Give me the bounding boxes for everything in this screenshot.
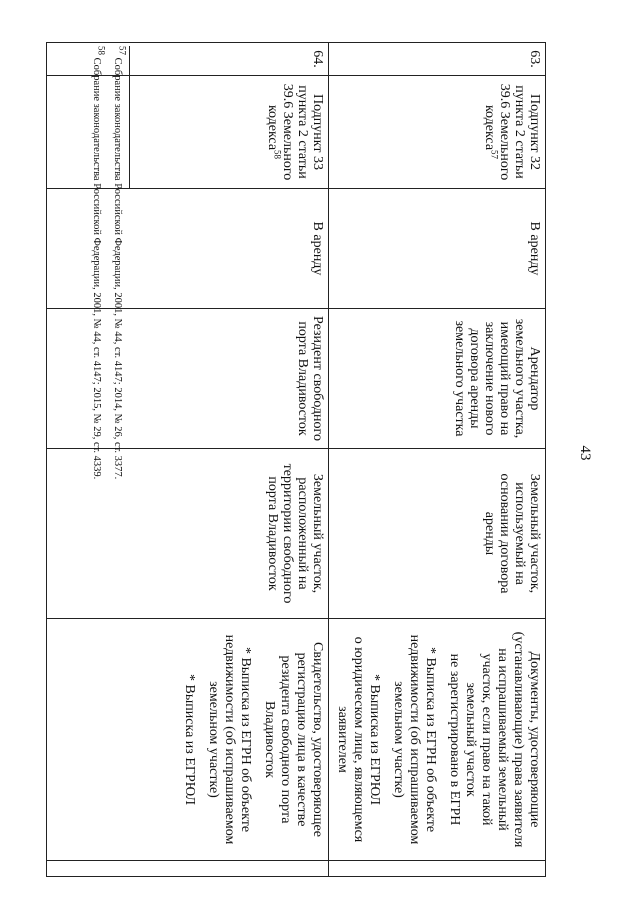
legal-basis-cell: Подпункт 33 пункта 2 статьи 39.6 Земельного кодекса$^{58}$: [47, 76, 329, 189]
footnote-ref: 57: [489, 150, 500, 160]
form-cell: В аренду: [329, 189, 546, 309]
row-number: 63.: [329, 43, 546, 76]
form-cell: В аренду: [47, 189, 329, 309]
land-plot-cell: Земельный участок, используемый на основании договора аренды: [329, 449, 546, 619]
applicant-cell: Арендатор земельного участка, имеющий право на заключение нового договора аренды земельного участка: [329, 309, 546, 449]
row-number: 64.: [47, 43, 329, 76]
legal-basis-cell: Подпункт 32 пункта 2 статьи 39.6 Земельного кодекса$^{57}$: [329, 76, 546, 189]
applicant-cell: Резидент свободного порта Владивосток: [47, 309, 329, 449]
documents-cell: Документы, удостоверяющие (устанавливающие) права заявителя на испрашиваемый земельный участок, если право на такой земельный участок не зарегистрировано в ЕГРН * Выписка из ЕГРН об объекте недвижимости (об испрашиваемом земельном участке) * Выписка из ЕГРЮЛ о юридическом лице, являющемся заявителем: [329, 619, 546, 861]
footnotes: [86, 46, 128, 479]
documents-cell: Свидетельство, удостоверяющее регистрацию лица в качестве резидента свободного порта Владивосток * Выписка из ЕГРН об объекте недвижимости (об испрашиваемом земельном участке) * Выписка из ЕГРЮЛ: [47, 619, 329, 861]
table-row: [329, 43, 546, 877]
footnote-separator: [129, 46, 130, 188]
page-number: 43: [577, 445, 593, 461]
land-plot-cell: Земельный участок, расположенный на территории свободного порта Владивосток: [47, 449, 329, 619]
empty-cell: [47, 861, 329, 877]
footnote-ref: 58: [272, 150, 283, 160]
footnote: $^{58}$ Собрание законодательства Российской Федерации, 2001, № 44, ст. 4147; 2015, № 29, ст. 4339.: [91, 46, 107, 480]
empty-cell: [329, 861, 546, 877]
footnote: $^{57}$ Собрание законодательства Российской Федерации, 2001, № 44, ст. 4147; 2014, № 26, ст. 3377.: [112, 46, 128, 480]
